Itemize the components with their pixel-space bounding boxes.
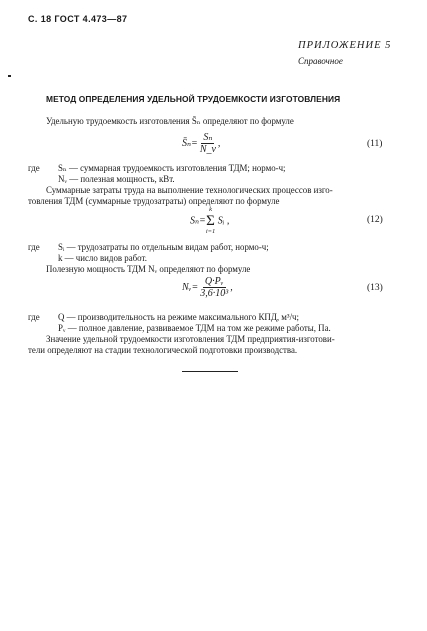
formula-13-denominator: 3,6·10³ [200,288,229,299]
where-2: где [28,242,40,252]
formula-13-number: (13) [367,283,383,293]
definition-2b: k — число видов работ. [58,253,147,263]
formula-12-rhs: Sᵢ , [217,215,230,227]
paragraph-3: Полезную мощность ТДМ Nᵥ определяют по формуле [46,264,251,274]
formula-11 [182,132,220,155]
sum-lower-limit: i=1 [205,228,216,235]
paragraph-2a: Суммарные затраты труда на выполнение технологических процессов изго- [46,185,333,195]
formula-12-number: (12) [367,215,383,225]
formula-13-lhs: Nᵥ= [182,281,199,293]
definition-3a: Q — производительность на режиме максимального КПД, м³/ч; [58,312,299,322]
formula-13 [182,276,233,299]
appendix-label: ПРИЛОЖЕНИЕ 5 [298,40,392,51]
sigma-glyph: Σ [206,213,215,229]
formula-13-numerator: Q·Pᵥ [204,276,224,287]
paragraph-1: Удельную трудоемкость изготовления S̄ₙ определяют по формуле [46,116,294,126]
margin-mark [8,75,11,77]
definition-1a: Sₙ — суммарная трудоемкость изготовления ТДМ; нормо-ч; [58,163,286,173]
definition-1b: Nᵥ — полезная мощность, кВт. [58,174,175,184]
page-header: С. 18 ГОСТ 4.473—87 [28,14,128,24]
reference-label: Справочное [298,56,343,66]
formula-11-fraction [198,132,218,155]
definition-3b: Pᵥ — полное давление, развиваемое ТДМ на том же режиме работы, Па. [58,323,331,333]
sum-upper-limit: k [209,206,212,213]
where-3: где [28,312,40,322]
sum-symbol [206,206,215,236]
paragraph-4a: Значение удельной трудоемкости изготовления ТДМ предприятия-изготови- [46,334,335,344]
section-title: МЕТОД ОПРЕДЕЛЕНИЯ УДЕЛЬНОЙ ТРУДОЕМКОСТИ ИЗГОТОВЛЕНИЯ [46,94,341,104]
formula-11-numerator: Sₙ [203,132,213,143]
formula-11-denominator: N_v [199,144,216,155]
formula-11-comma: , [217,137,221,149]
paragraph-2b: товления ТДМ (суммарные трудозатраты) определяют по формуле [28,196,280,206]
where-1: где [28,163,40,173]
formula-13-fraction [198,276,230,299]
formula-12 [190,206,229,236]
end-rule [182,371,238,372]
formula-11-number: (11) [367,139,383,149]
formula-12-lhs: Sₙ= [190,215,206,227]
definition-2a: Sᵢ — трудозатраты по отдельным видам работ, нормо-ч; [58,242,269,252]
formula-11-lhs: S̄ₙ= [182,137,198,149]
paragraph-4b: тели определяют на стадии технологической подготовки производства. [28,345,298,355]
formula-13-comma: , [230,281,233,293]
